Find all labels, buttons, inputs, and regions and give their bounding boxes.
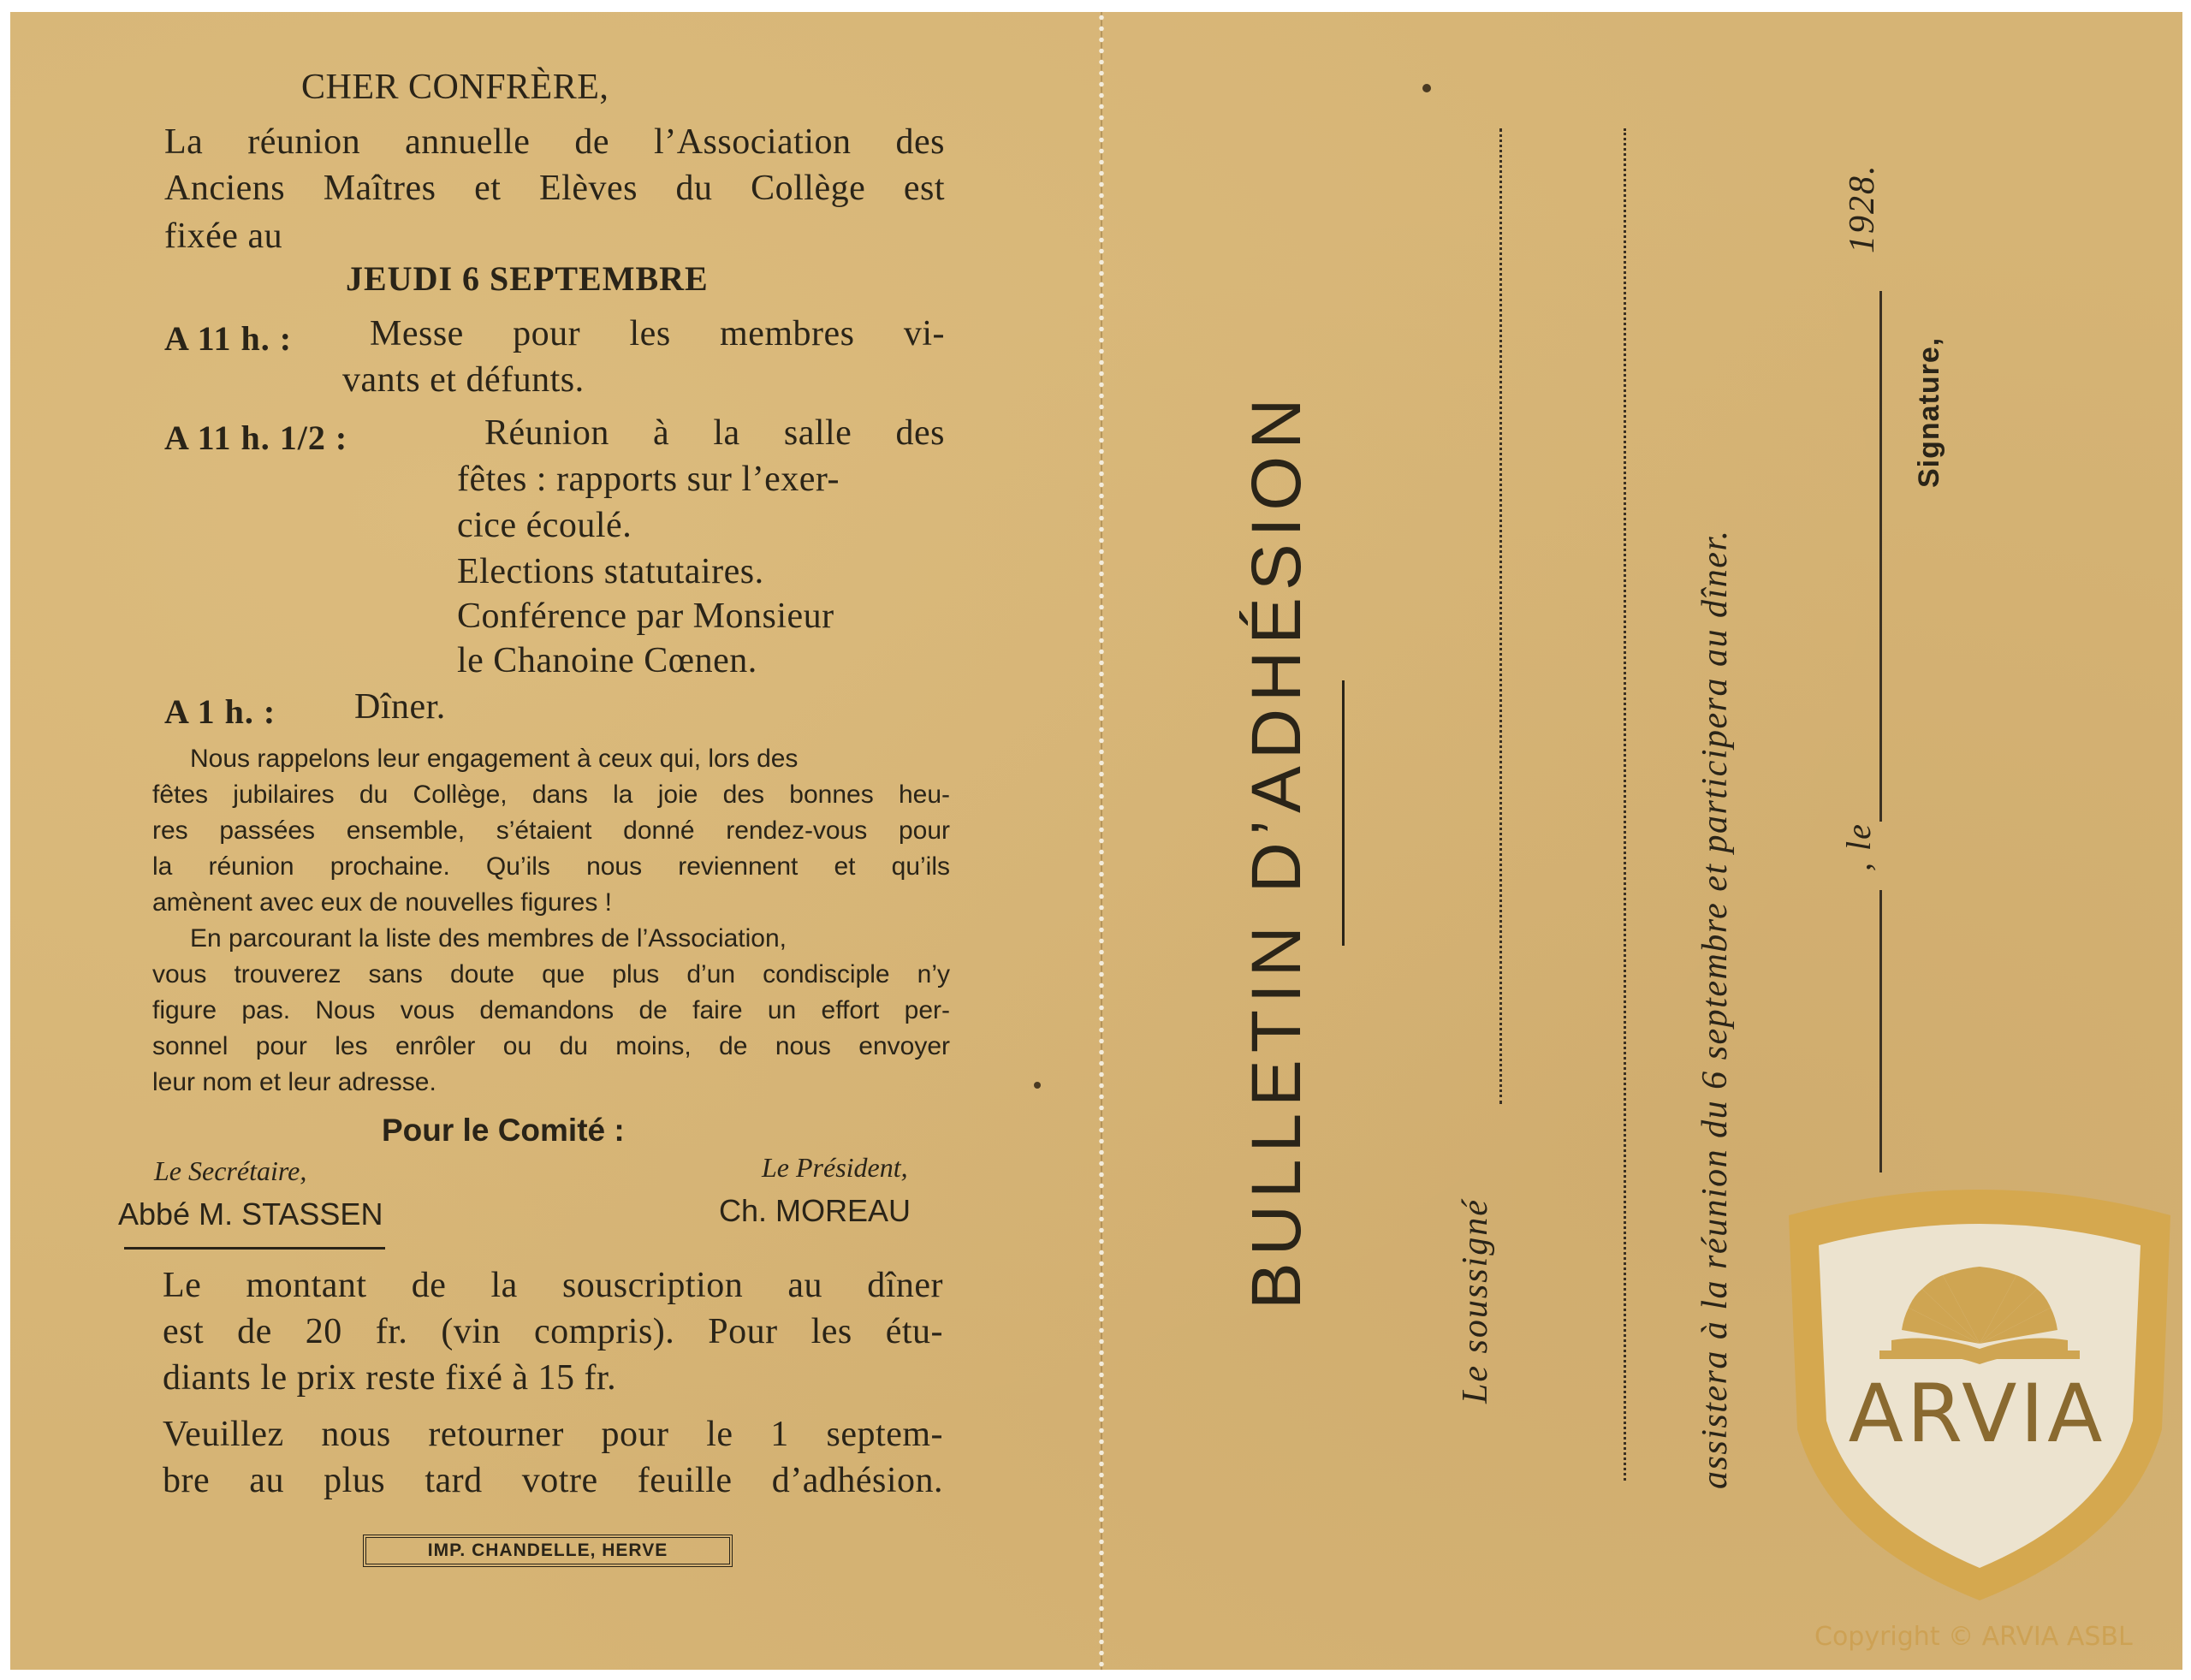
name-field-line[interactable] — [1499, 128, 1502, 1104]
name-continuation-line[interactable] — [1624, 128, 1626, 1481]
committee-heading: Pour le Comité : — [382, 1113, 625, 1148]
schedule-line: Elections statutaires. — [457, 552, 764, 591]
schedule-line: Conférence par Monsieur — [457, 597, 834, 636]
copyright-notice: Copyright © ARVIA ASBL — [1814, 1622, 2133, 1652]
president-title: Le Président, — [762, 1152, 908, 1183]
year-label: 1928. — [1843, 163, 1882, 253]
place-date-label: , le — [1839, 822, 1878, 871]
paragraph-line: Nous rappelons leur engagement à ceux qui, lors des — [190, 745, 799, 773]
paper-speck — [1422, 84, 1431, 92]
paragraph-line: fêtes jubilaires du Collège, dans la joie des bonnes heu- — [152, 781, 950, 809]
arvia-logo-text: ARVIA — [1848, 1368, 2106, 1461]
price-line: Le montant de la souscription au dîner — [163, 1266, 943, 1305]
printer-imprint: IMP. CHANDELLE, HERVE — [363, 1535, 733, 1567]
date-field-line[interactable] — [1879, 291, 1882, 822]
return-line: Veuillez nous retourner pour le 1 septem- — [163, 1415, 943, 1454]
meeting-date: JEUDI 6 SEPTEMBRE — [346, 259, 709, 298]
return-line: bre au plus tard votre feuille d’adhésion. — [163, 1461, 943, 1500]
president-name: Ch. MOREAU — [719, 1193, 911, 1228]
intro-line: fixée au — [164, 217, 283, 256]
signature-label: Signature, — [1913, 336, 1945, 488]
price-line: est de 20 fr. (vin compris). Pour les étu- — [163, 1312, 943, 1351]
schedule-line: Réunion à la salle des — [484, 413, 945, 453]
schedule-time: A 11 h. : — [164, 319, 293, 358]
schedule-line: vants et défunts. — [342, 360, 585, 400]
perforation — [1098, 12, 1105, 1670]
schedule-time: A 1 h. : — [164, 692, 276, 731]
paragraph-line: figure pas. Nous vous demandons de faire un effort per- — [152, 996, 950, 1024]
paragraph-line: leur nom et leur adresse. — [152, 1068, 436, 1096]
paragraph-line: vous trouverez sans doute que plus d’un condisciple n’y — [152, 960, 950, 988]
schedule-line: Messe pour les membres vi- — [370, 314, 945, 353]
intro-line: La réunion annuelle de l’Association des — [164, 122, 945, 162]
soussigne-label: Le soussigné — [1456, 1198, 1495, 1404]
paragraph-line: sonnel pour les enrôler ou du moins, de nous envoyer — [152, 1032, 950, 1060]
paragraph-line: En parcourant la liste des membres de l’Association, — [190, 924, 787, 953]
paragraph-line: res passées ensemble, s’étaient donné rendez-vous pour — [152, 816, 950, 845]
divider-rule — [124, 1247, 385, 1250]
intro-line: Anciens Maîtres et Elèves du Collège est — [164, 169, 945, 208]
schedule-line: fêtes : rapports sur l’exer- — [457, 460, 840, 499]
title-rule — [1342, 680, 1345, 946]
price-line: diants le prix reste fixé à 15 fr. — [163, 1358, 617, 1398]
schedule-line: cice écoulé. — [457, 506, 632, 545]
secretary-name: Abbé M. STASSEN — [118, 1196, 383, 1232]
bulletin-title: BULLETIN D’ADHÉSION — [1238, 391, 1315, 1309]
salutation: CHER CONFRÈRE, — [301, 68, 609, 107]
place-field-line[interactable] — [1879, 890, 1882, 1172]
schedule-line: le Chanoine Cœnen. — [457, 641, 757, 680]
paragraph-line: la réunion prochaine. Qu’ils nous reviennent et qu’ils — [152, 852, 950, 881]
schedule-time: A 11 h. 1/2 : — [164, 419, 348, 457]
attendance-statement: assistera à la réunion du 6 septembre et participera au dîner. — [1695, 529, 1735, 1489]
paragraph-line: amènent avec eux de nouvelles figures ! — [152, 888, 612, 917]
secretary-title: Le Secrétaire, — [154, 1155, 307, 1186]
paper-speck — [1034, 1082, 1041, 1089]
schedule-line: Dîner. — [354, 687, 446, 727]
